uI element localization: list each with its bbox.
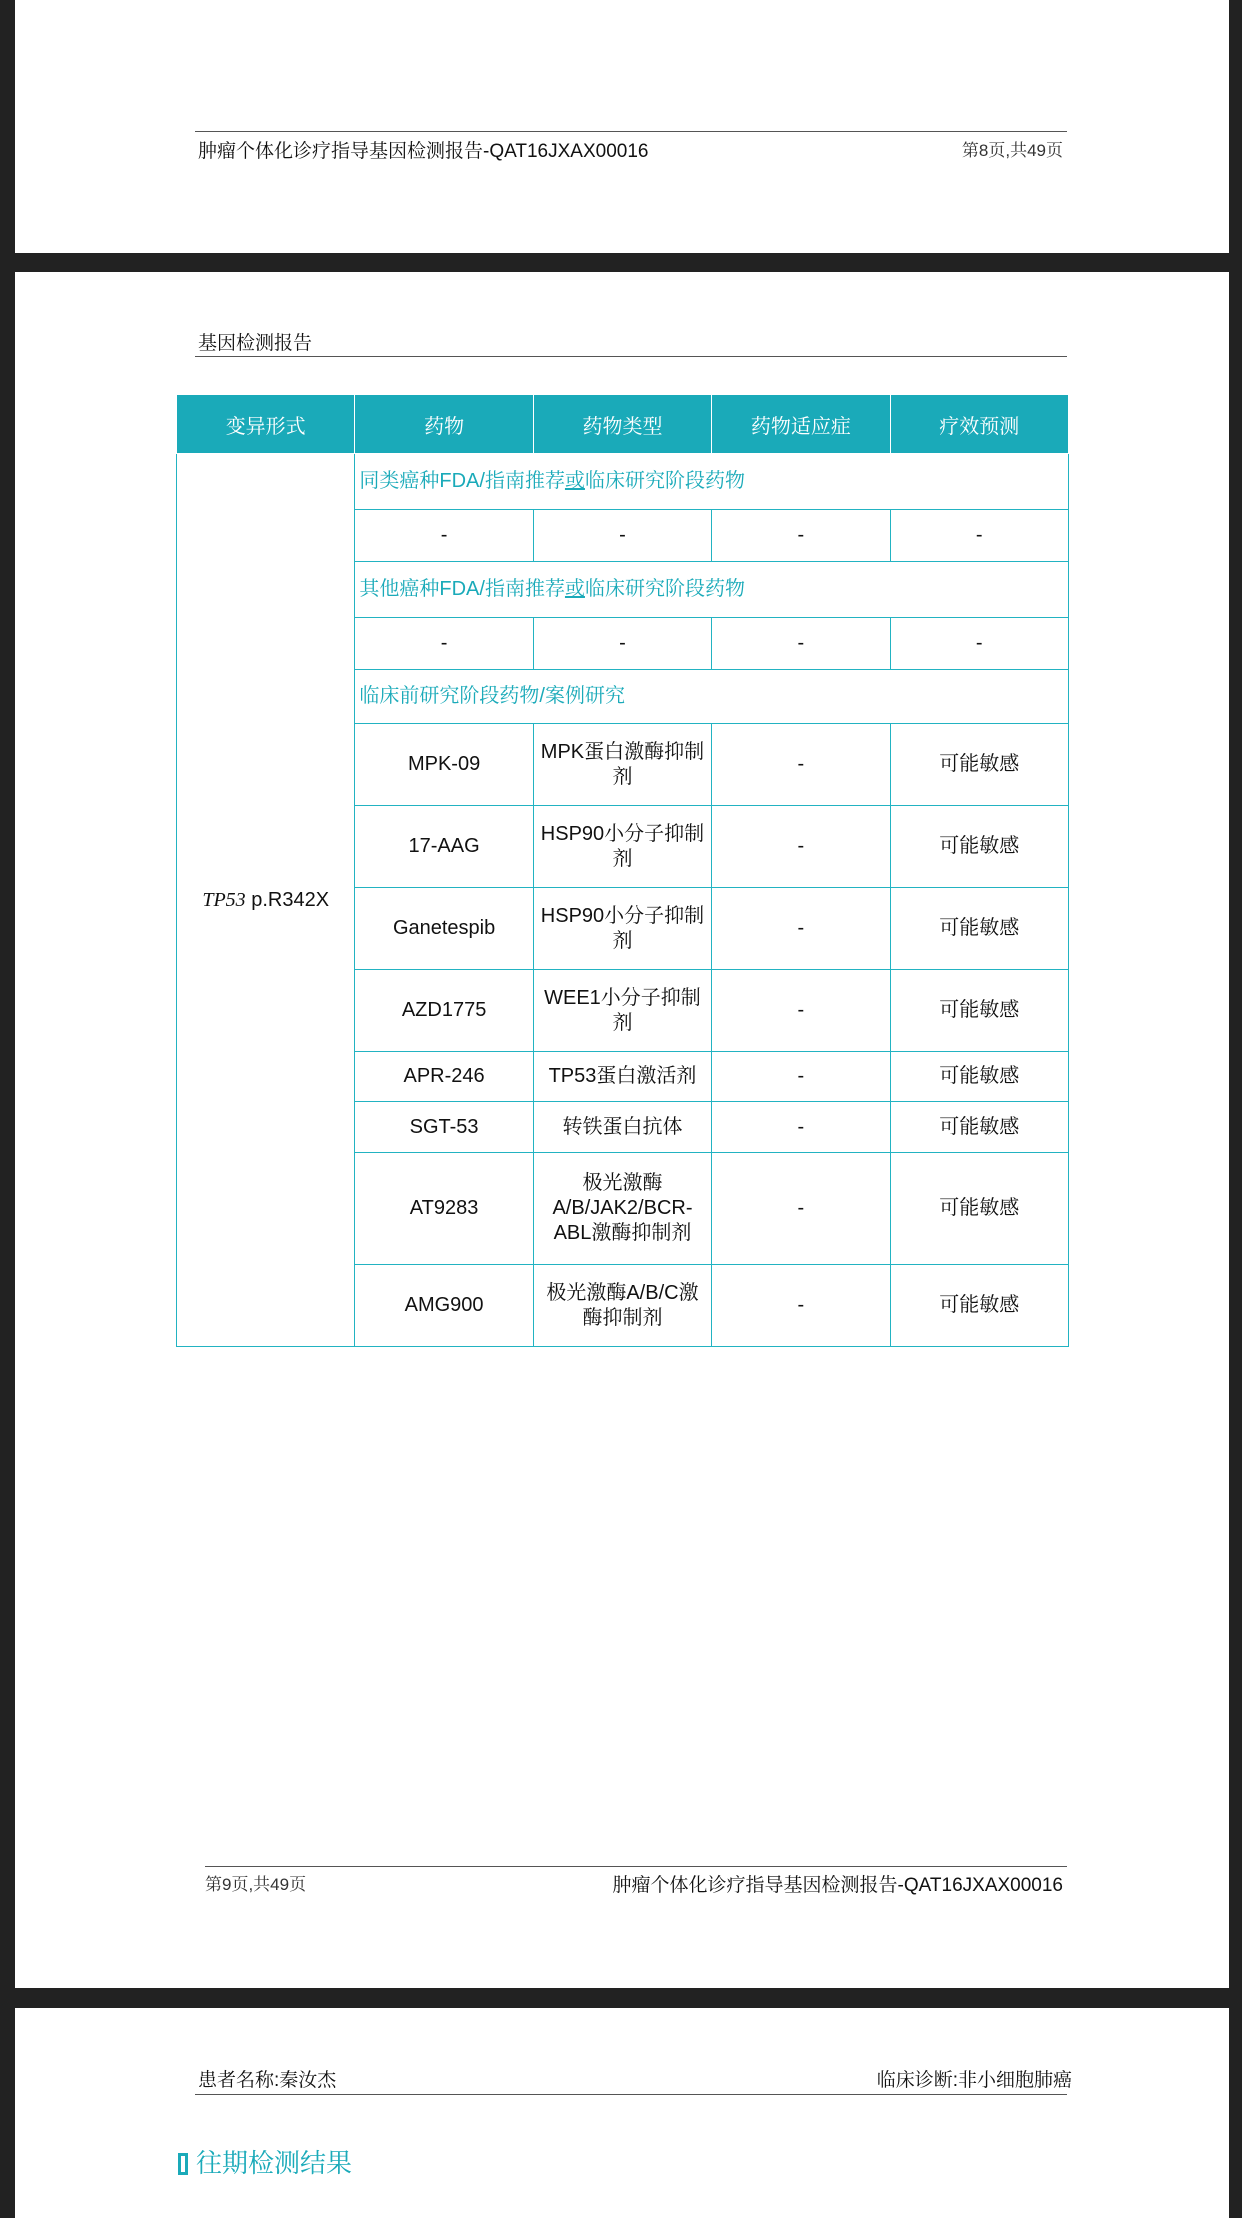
header-rule — [195, 356, 1067, 357]
drug-type — [533, 1265, 711, 1347]
drug-type — [533, 1153, 711, 1265]
section-label — [355, 562, 1069, 618]
header-rule — [195, 2094, 1067, 2095]
section-label — [355, 454, 1069, 510]
clinical-diagnosis: 临床诊断:非小细胞肺癌 — [876, 2070, 1072, 2091]
drug-type-line: 极光激酶 — [582, 1172, 663, 1194]
drug-type-line: A/B/JAK2/BCR- — [552, 1197, 693, 1219]
drug-type: TP53蛋白激活剂 — [533, 1052, 711, 1102]
patient-name: 患者名称:秦汝杰 — [198, 2070, 337, 2091]
table-cell: - — [355, 618, 533, 670]
variant-change: p.R342X — [245, 888, 330, 911]
drug-type-line: 剂 — [612, 929, 633, 952]
table-cell: - — [890, 510, 1068, 562]
drug-type — [533, 806, 711, 888]
drug-indication: - — [712, 1052, 890, 1102]
table-cell: - — [712, 618, 890, 670]
drug-type-line: WEE1小分子抑制 — [544, 986, 701, 1009]
column-header: 药物 — [355, 395, 533, 454]
variant-cell — [177, 454, 355, 1347]
table-cell: - — [712, 510, 890, 562]
drug-indication: - — [712, 1265, 890, 1347]
section-label-or: 或 — [564, 578, 585, 600]
section-label-text: 临床研究阶段药物 — [584, 578, 745, 600]
drug-type-line: HSP90小分子抑制 — [540, 904, 705, 927]
column-header: 变异形式 — [177, 395, 355, 454]
report-page-9 — [15, 272, 1229, 1988]
drug-indication: - — [712, 1153, 890, 1265]
footer-title: 肿瘤个体化诊疗指导基因检测报告-QAT16JXAX00016 — [612, 1875, 1063, 1896]
section-label-text: 其他癌种FDA/指南推荐 — [359, 578, 565, 600]
drug-name: APR-246 — [355, 1052, 533, 1102]
drug-name: AT9283 — [355, 1153, 533, 1265]
drug-indication: - — [712, 806, 890, 888]
drug-name: Ganetespib — [355, 888, 533, 970]
efficacy-prediction: 可能敏感 — [890, 970, 1068, 1052]
drug-indication: - — [712, 724, 890, 806]
drug-indication: - — [712, 888, 890, 970]
drug-type: 转铁蛋白抗体 — [533, 1102, 711, 1153]
header-title: 基因检测报告 — [198, 333, 313, 354]
section-marker-icon — [178, 2153, 188, 2175]
drug-type-line: ABL激酶抑制剂 — [553, 1222, 692, 1244]
drug-type — [533, 970, 711, 1052]
report-page-10 — [15, 2008, 1229, 2218]
page-number: 第8页,共49页 — [961, 141, 1063, 160]
efficacy-prediction: 可能敏感 — [890, 1052, 1068, 1102]
table-cell: - — [890, 618, 1068, 670]
column-header: 疗效预测 — [890, 395, 1068, 454]
table-cell: - — [533, 618, 711, 670]
efficacy-prediction: 可能敏感 — [890, 724, 1068, 806]
footer-rule — [205, 1866, 1067, 1867]
drug-indication: - — [712, 1102, 890, 1153]
efficacy-prediction: 可能敏感 — [890, 888, 1068, 970]
report-page-8 — [15, 0, 1229, 253]
page-number: 第9页,共49页 — [205, 1875, 307, 1894]
efficacy-prediction: 可能敏感 — [890, 1265, 1068, 1347]
drug-indication: - — [712, 970, 890, 1052]
drug-type-line: 酶抑制剂 — [582, 1306, 663, 1329]
section-label-text: 临床研究阶段药物 — [584, 470, 745, 492]
drug-name: 17-AAG — [355, 806, 533, 888]
drug-name: SGT-53 — [355, 1102, 533, 1153]
footer-title: 肿瘤个体化诊疗指导基因检测报告-QAT16JXAX00016 — [198, 141, 649, 162]
section-heading — [178, 2143, 352, 2180]
section-label-or: 或 — [564, 470, 585, 492]
table-header-row — [177, 395, 1069, 454]
section-heading-text: 往期检测结果 — [196, 2148, 353, 2178]
section-row — [177, 454, 1069, 510]
column-header: 药物适应症 — [712, 395, 890, 454]
footer-rule — [195, 131, 1067, 132]
drug-name: AMG900 — [355, 1265, 533, 1347]
efficacy-prediction: 可能敏感 — [890, 806, 1068, 888]
drug-type-line: 极光激酶A/B/C激 — [546, 1281, 699, 1304]
drug-type-line: HSP90小分子抑制 — [540, 822, 705, 845]
section-label: 临床前研究阶段药物/案例研究 — [355, 670, 1069, 724]
table-cell: - — [355, 510, 533, 562]
drug-name: MPK-09 — [355, 724, 533, 806]
drug-type-line: 剂 — [612, 1011, 633, 1034]
efficacy-prediction: 可能敏感 — [890, 1102, 1068, 1153]
table-cell: - — [533, 510, 711, 562]
section-label-text: 同类癌种FDA/指南推荐 — [359, 470, 565, 492]
drug-type-line: 剂 — [612, 765, 633, 788]
drug-table — [176, 394, 1069, 1347]
efficacy-prediction: 可能敏感 — [890, 1153, 1068, 1265]
column-header: 药物类型 — [533, 395, 711, 454]
drug-type-line: MPK蛋白激酶抑制 — [540, 740, 705, 763]
drug-name: AZD1775 — [355, 970, 533, 1052]
variant-gene: TP53 — [202, 888, 246, 911]
drug-type — [533, 888, 711, 970]
drug-type — [533, 724, 711, 806]
drug-type-line: 剂 — [612, 847, 633, 870]
